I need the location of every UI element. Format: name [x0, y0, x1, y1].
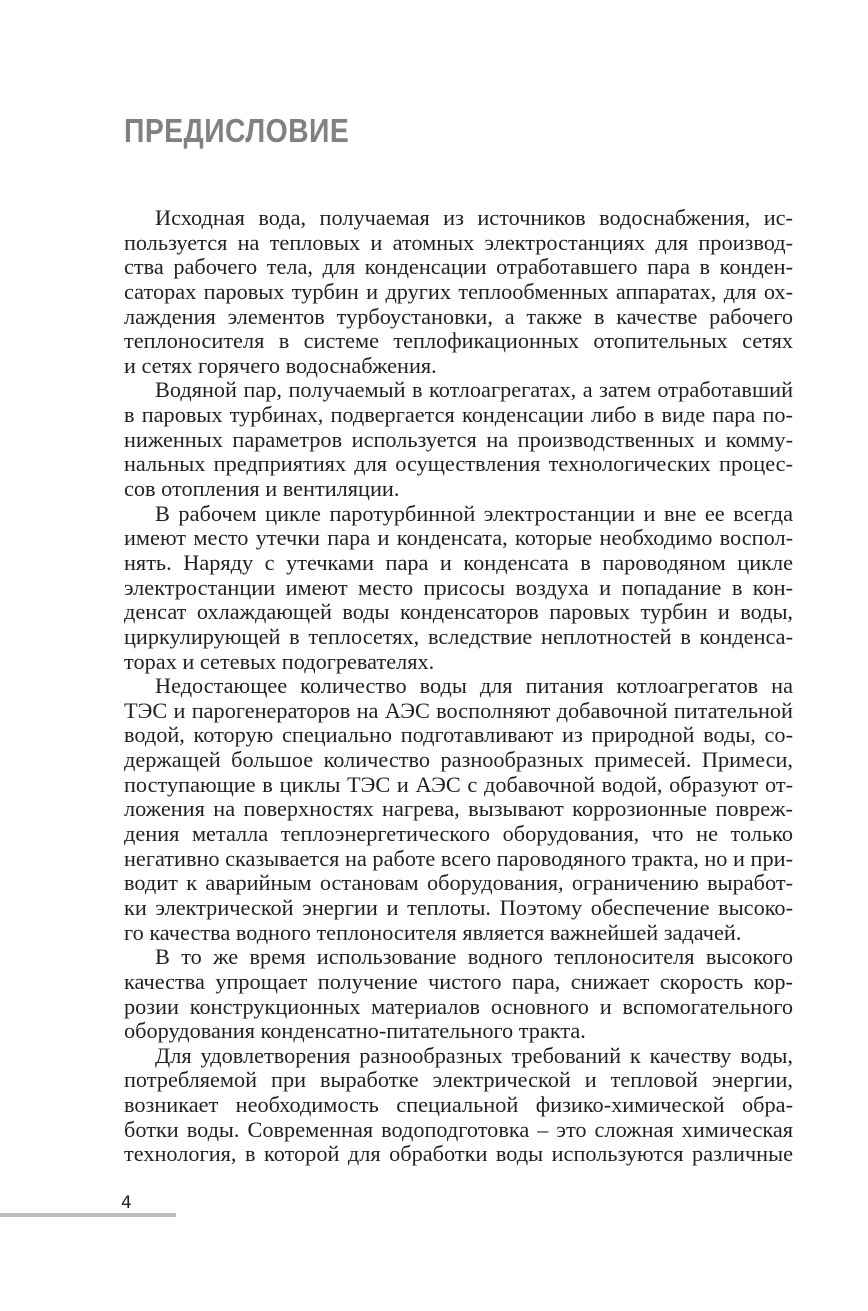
paragraph — [124, 945, 793, 1044]
text-line: технология, в которой для обработки воды используются различные — [124, 1141, 793, 1167]
paragraph — [124, 378, 793, 501]
text-line: го качества водного теплоносителя является важнейшей задачей. — [124, 919, 742, 945]
text-line: нять. Наряду с утечками пара и конденсата в пароводяном цикле — [124, 549, 793, 575]
text-line: ства рабочего тела, для конденсации отработавшего пара в конден- — [124, 254, 793, 280]
text-line: негативно сказывается на работе всего пароводяного тракта, но и при- — [124, 845, 793, 871]
body-text — [124, 206, 793, 1167]
text-line: В то же время использование водного теплоносителя высокого — [155, 944, 793, 970]
text-line: поступающие в циклы ТЭС и АЭС с добавочной водой, образуют от- — [124, 771, 793, 797]
text-line: нальных предприятиях для осуществления технологических процес- — [124, 451, 793, 477]
text-line: потребляемой при выработке электрической и тепловой энергии, — [124, 1067, 793, 1093]
text-line: ки электрической энергии и теплоты. Поэтому обеспечение высоко- — [124, 894, 793, 920]
text-line: электростанции имеют место присосы воздуха и попадание в кон- — [124, 574, 793, 600]
footer-rule — [0, 1213, 176, 1217]
text-line: в паровых турбинах, подвергается конденсации либо в виде пара по- — [124, 402, 793, 428]
text-line: сов отопления и вентиляции. — [124, 476, 400, 502]
text-line: Для удовлетворения разнообразных требований к качеству воды, — [155, 1042, 793, 1068]
paragraph — [124, 674, 793, 945]
text-line: ТЭС и парогенераторов на АЭС восполняют добавочной питательной — [124, 697, 793, 723]
paragraph — [124, 206, 793, 378]
text-line: ниженных параметров используется на производственных и комму- — [124, 426, 793, 452]
text-line: водит к аварийным остановам оборудования, ограничению выработ- — [124, 870, 793, 896]
text-line: пользуется на тепловых и атомных электростанциях для производ- — [124, 229, 793, 255]
text-line: денсат охлаждающей воды конденсаторов паровых турбин и воды, — [124, 599, 793, 625]
text-line: Водяной пар, получаемый в котлоагрегатах, а затем отработавший — [155, 377, 793, 403]
text-line: и сетях горячего водоснабжения. — [124, 352, 437, 378]
page-number: 4 — [121, 1193, 132, 1213]
text-line: оборудования конденсатно-питательного тракта. — [124, 1018, 586, 1044]
text-line: ботки воды. Современная водоподготовка – это сложная химическая — [124, 1116, 793, 1142]
text-line: циркулирующей в теплосетях, вследствие неплотностей в конденса- — [124, 623, 793, 649]
text-line: торах и сетевых подогревателях. — [124, 648, 435, 674]
text-line: качества упрощает получение чистого пара, снижает скорость кор- — [124, 968, 793, 994]
text-line: Недостающее количество воды для питания котлоагрегатов на — [155, 673, 793, 699]
text-line: возникает необходимость специальной физико-химической обра- — [124, 1092, 793, 1118]
paragraph — [124, 1044, 793, 1167]
text-line: держащей большое количество разнообразных примесей. Примеси, — [124, 747, 793, 773]
text-line: дения металла теплоэнергетического оборудования, что не только — [124, 821, 793, 847]
text-line: саторах паровых турбин и других теплообменных аппаратах, для ох- — [124, 278, 793, 304]
text-line: водой, которую специально подготавливают из природной воды, со- — [124, 722, 793, 748]
chapter-title: ПРЕДИСЛОВИЕ — [124, 112, 350, 149]
text-line: В рабочем цикле паротурбинной электростанции и вне ее всегда — [155, 500, 793, 526]
text-line: ложения на поверхностях нагрева, вызывают коррозионные повреж- — [124, 796, 793, 822]
text-line: теплоносителя в системе теплофикационных отопительных сетях — [124, 328, 793, 354]
text-line: розии конструкционных материалов основного и вспомогательного — [124, 993, 793, 1019]
paragraph — [124, 502, 793, 674]
text-line: лаждения элементов турбоустановки, а также в качестве рабочего — [124, 303, 793, 329]
text-line: имеют место утечки пара и конденсата, которые необходимо воспол- — [124, 525, 793, 551]
text-line: Исходная вода, получаемая из источников водоснабжения, ис- — [155, 205, 793, 230]
